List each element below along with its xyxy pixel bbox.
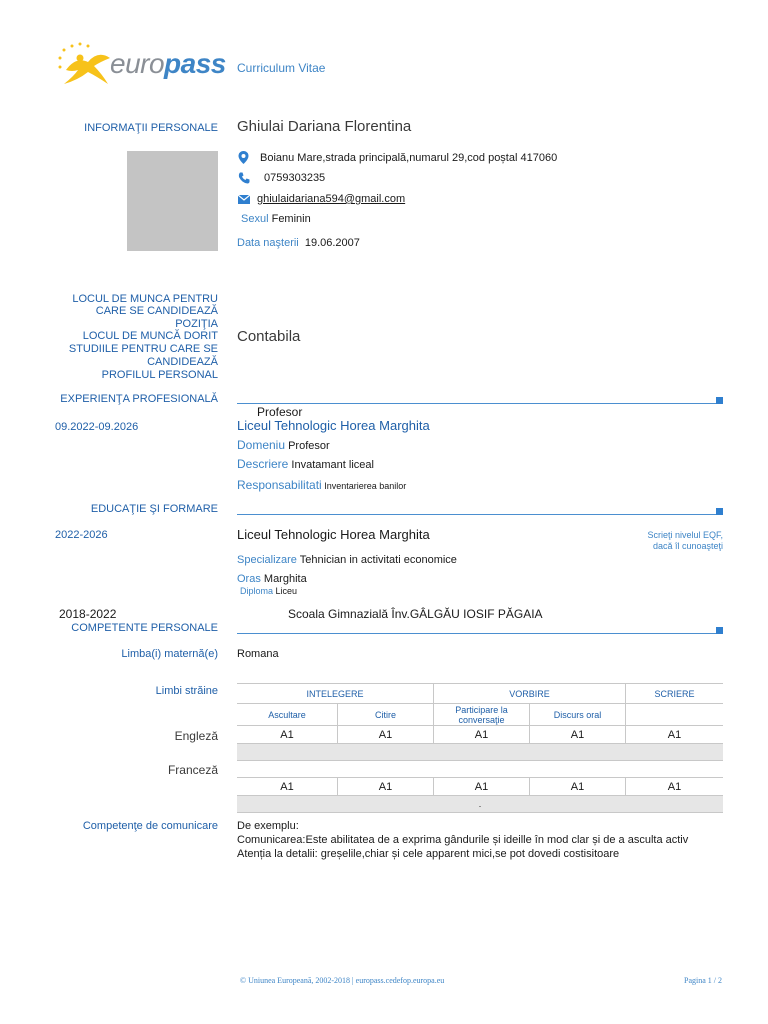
english-interaction: A1 [434, 726, 530, 744]
subheader-production: Discurs oral [530, 704, 626, 726]
french-note-row: . [237, 796, 723, 813]
table-spacer-row [237, 761, 723, 778]
english-production: A1 [530, 726, 626, 744]
experience-divider-marker [716, 397, 723, 404]
footer-page-number: Pagina 1 / 2 [684, 976, 722, 985]
position-label-7: PROFILUL PERSONAL [101, 369, 218, 381]
email-link[interactable]: ghiulaidariana594@gmail.com [257, 193, 406, 205]
europass-logo [54, 40, 224, 90]
photo-placeholder [127, 151, 218, 251]
position-value: Contabila [237, 328, 301, 345]
communication-line-1: De exemplu: [237, 820, 299, 832]
position-label-3: POZIŢIA [175, 318, 218, 330]
email-icon [238, 195, 250, 204]
skills-divider [237, 633, 723, 634]
experience-resp-row [237, 478, 406, 492]
experience-dates: 09.2022-09.2026 [55, 421, 139, 433]
french-reading: A1 [338, 778, 434, 796]
logo-text-pass: pass [164, 48, 226, 79]
diploma-row [240, 586, 297, 596]
experience-divider [237, 403, 723, 404]
french-writing: A1 [626, 778, 724, 796]
subheader-writing-empty [626, 704, 724, 726]
header-writing: SCRIERE [626, 684, 724, 704]
subheader-reading: Citire [338, 704, 434, 726]
section-label-skills: COMPETENTE PERSONALE [71, 622, 218, 634]
language-name-english: Engleză [174, 729, 218, 743]
subheader-listening: Ascultare [237, 704, 338, 726]
logo-text-euro: euro [110, 48, 165, 79]
location-pin-icon [238, 151, 249, 164]
position-label-4: LOCUL DE MUNCĂ DORIT [82, 330, 218, 342]
doc-type-title: Curriculum Vitae [237, 61, 326, 75]
subheader-interaction: Participare la conversaţie [434, 704, 530, 726]
birth-row [237, 237, 360, 249]
mother-tongue-value: Romana [237, 648, 279, 660]
language-name-french: Franceză [167, 763, 218, 777]
french-listening: A1 [237, 778, 338, 796]
experience-title: Profesor [257, 405, 303, 419]
europass-figure-icon [54, 40, 114, 90]
birth-value: 19.06.2007 [304, 237, 360, 249]
phone-icon [238, 172, 250, 184]
address-text: Boianu Mare,strada principală,numarul 29,cod poștal 417060 [260, 152, 558, 164]
mother-tongue-label: Limba(i) maternă(e) [121, 648, 218, 660]
education-dates-2: 2018-2022 [59, 607, 117, 621]
french-production: A1 [530, 778, 626, 796]
sex-value: Feminin [271, 213, 311, 225]
communication-line-2: Comunicarea:Este abilitatea de a exprima gândurile și ideille în mod clar și de a asculta activ [237, 834, 689, 846]
foreign-languages-label: Limbi străine [155, 685, 218, 697]
sex-row [241, 213, 311, 225]
communication-skills-label: Competenţe de comunicare [82, 820, 218, 832]
position-label-6: CANDIDEAZĂ [147, 356, 218, 368]
languages-table [237, 683, 723, 813]
section-label-experience: EXPERIENŢA PROFESIONALĂ [60, 393, 218, 405]
description-value: Invatamant liceal [291, 459, 374, 471]
sex-label: Sexul [241, 213, 269, 225]
position-label-2: CARE SE CANDIDEAZĂ [95, 305, 218, 317]
city-value: Marghita [263, 573, 307, 585]
section-label-personal: INFORMAŢII PERSONALE [84, 122, 218, 134]
birth-label: Data naşterii [237, 237, 299, 249]
eqf-note-1: Scrieţi nivelul EQF, [647, 530, 723, 540]
education-dates: 2022-2026 [55, 529, 108, 541]
header-speaking: VORBIRE [434, 684, 626, 704]
english-reading: A1 [338, 726, 434, 744]
position-label-1: LOCUL DE MUNCA PENTRU [72, 293, 218, 305]
person-name: Ghiulai Dariana Florentina [237, 118, 412, 135]
skills-divider-marker [716, 627, 723, 634]
diploma-label: Diploma [240, 586, 274, 596]
education-divider [237, 514, 723, 515]
city-row [237, 573, 307, 585]
responsibilities-label: Responsabilitati [237, 478, 322, 492]
english-note-row [237, 744, 723, 761]
experience-domain-row [237, 438, 330, 452]
diploma-value: Liceu [275, 586, 298, 596]
education-divider-marker [716, 508, 723, 515]
english-writing: A1 [626, 726, 724, 744]
domain-label: Domeniu [237, 438, 286, 452]
position-label-5: STUDIILE PENTRU CARE SE [68, 343, 218, 355]
domain-value: Profesor [288, 440, 330, 452]
communication-line-3: Atenția la detalii: greșelile,chiar și cele apparent mici,se pot dovedi costisitoare [237, 848, 620, 860]
section-label-education: EDUCAŢIE ŞI FORMARE [90, 503, 218, 515]
experience-employer: Liceul Tehnologic Horea Marghita [237, 418, 430, 433]
city-label: Oras [237, 573, 261, 585]
specialization-value: Tehnician in activitati economice [299, 554, 457, 566]
header-understanding: INTELEGERE [237, 684, 434, 704]
specialization-row [237, 554, 457, 566]
education-school-2: Scoala Gimnazială Înv.GÂLGĂU IOSIF PĂGAIA [288, 607, 543, 621]
french-interaction: A1 [434, 778, 530, 796]
phone-text: 0759303235 [264, 172, 326, 184]
description-label: Descriere [237, 457, 289, 471]
responsibilities-value: Inventarierea banilor [324, 481, 407, 491]
specialization-label: Specializare [237, 554, 297, 566]
eqf-note-2: dacă îl cunoaşteţi [652, 541, 723, 551]
education-school: Liceul Tehnologic Horea Marghita [237, 527, 430, 542]
experience-desc-row [237, 457, 374, 471]
footer-copyright: © Uniunea Europeană, 2002-2018 | europass.cedefop.europa.eu [240, 976, 445, 985]
english-listening: A1 [237, 726, 338, 744]
